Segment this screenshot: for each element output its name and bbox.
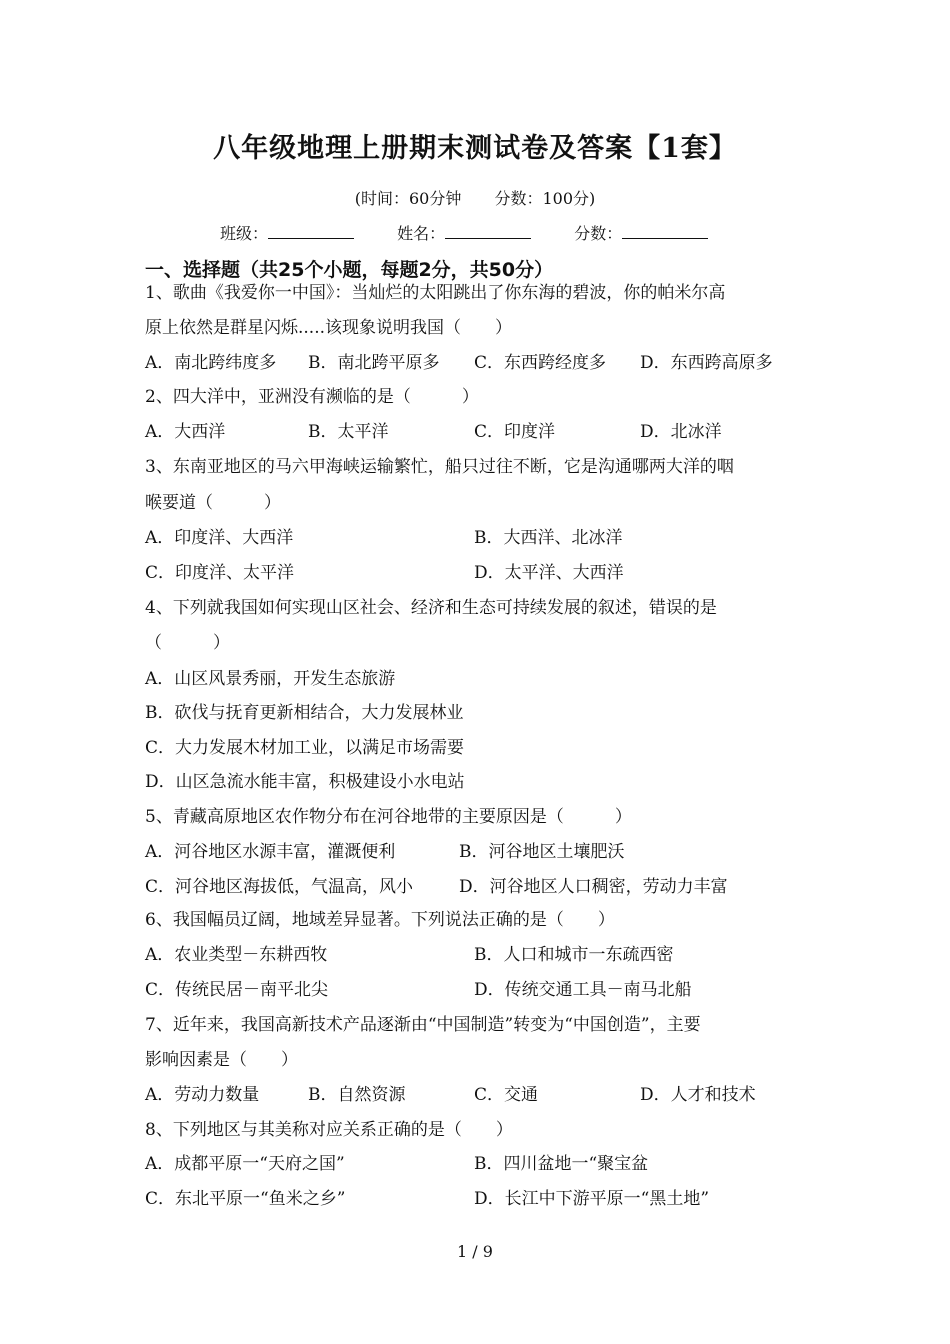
class-label: 班级：	[220, 224, 269, 243]
question-3-line-1: 3、东南亚地区的马六甲海峡运输繁忙，船只过往不断，它是沟通哪两大洋的咽	[145, 457, 734, 477]
question-8-option-c[interactable]: C．东北平原一“鱼米之乡”	[145, 1189, 346, 1209]
question-4-option-a[interactable]: A．山区风景秀丽，开发生态旅游	[145, 669, 396, 689]
question-8-option-b[interactable]: B．四川盆地一“聚宝盆	[474, 1154, 649, 1174]
question-8-option-a[interactable]: A．成都平原一“天府之国”	[145, 1154, 345, 1174]
question-1-option-b[interactable]: B．南北跨平原多	[308, 353, 440, 373]
question-5-option-a[interactable]: A．河谷地区水源丰富，灌溉便利	[145, 842, 396, 862]
question-5-option-b[interactable]: B．河谷地区土壤肥沃	[459, 842, 625, 862]
question-4-option-d[interactable]: D．山区急流水能丰富，积极建设小水电站	[145, 772, 465, 792]
question-6-option-a[interactable]: A．农业类型－东耕西牧	[145, 945, 328, 965]
question-7-option-d[interactable]: D．人才和技术	[640, 1085, 756, 1105]
class-field	[220, 221, 354, 244]
question-3-option-a[interactable]: A．印度洋、大西洋	[145, 528, 294, 548]
question-7-option-c[interactable]: C．交通	[474, 1085, 539, 1105]
page-title: 八年级地理上册期末测试卷及答案【1套】	[213, 133, 737, 164]
question-6-option-c[interactable]: C．传统民居－南平北尖	[145, 980, 329, 1000]
question-5-line-1: 5、青藏高原地区农作物分布在河谷地带的主要原因是（ ）	[145, 807, 632, 827]
question-3-line-2: 喉要道（ ）	[145, 493, 281, 513]
question-6-option-d[interactable]: D．传统交通工具－南马北船	[474, 980, 692, 1000]
exam-time: (时间：60分钟	[354, 189, 462, 208]
student-info-fields	[220, 221, 746, 244]
question-4-option-b[interactable]: B．砍伐与抚育更新相结合，大力发展林业	[145, 703, 464, 723]
score-label: 分数：	[574, 224, 623, 243]
question-7-option-a[interactable]: A．劳动力数量	[145, 1085, 260, 1105]
name-field	[397, 221, 531, 244]
question-3-option-b[interactable]: B．大西洋、北冰洋	[474, 528, 623, 548]
score-field	[574, 221, 708, 244]
question-4-line-1: 4、下列就我国如何实现山区社会、经济和生态可持续发展的叙述，错误的是	[145, 598, 717, 618]
question-1-option-d[interactable]: D．东西跨高原多	[640, 353, 773, 373]
question-8-line-1: 8、下列地区与其美称对应关系正确的是（ ）	[145, 1120, 513, 1140]
question-7-option-b[interactable]: B．自然资源	[308, 1085, 406, 1105]
question-2-line-1: 2、四大洋中，亚洲没有濒临的是（ ）	[145, 387, 479, 407]
question-8-option-d[interactable]: D．长江中下游平原一“黑土地”	[474, 1189, 710, 1209]
question-2-option-a[interactable]: A．大西洋	[145, 422, 226, 442]
section-title: 一、选择题（共25个小题，每题2分，共50分）	[145, 259, 554, 281]
score-blank[interactable]	[622, 224, 708, 239]
class-blank[interactable]	[268, 224, 354, 239]
question-4-line-2: （ ）	[145, 633, 230, 653]
question-5-option-c[interactable]: C．河谷地区海拔低，气温高，风小	[145, 877, 414, 897]
question-1-option-c[interactable]: C．东西跨经度多	[474, 353, 607, 373]
question-4-option-c[interactable]: C．大力发展木材加工业，以满足市场需要	[145, 738, 465, 758]
question-1-line-1: 1、歌曲《我爱你一中国》：当灿烂的太阳跳出了你东海的碧波，你的帕米尔高	[145, 283, 726, 303]
question-2-option-c[interactable]: C．印度洋	[474, 422, 556, 442]
question-3-option-c[interactable]: C．印度洋、太平洋	[145, 563, 295, 583]
question-3-option-d[interactable]: D．太平洋、大西洋	[474, 563, 624, 583]
question-5-option-d[interactable]: D．河谷地区人口稠密，劳动力丰富	[459, 877, 728, 897]
exam-meta	[0, 186, 950, 209]
exam-total-score: 分数：100分)	[494, 189, 596, 208]
question-7-line-1: 7、近年来，我国高新技术产品逐渐由“中国制造”转变为“中国创造”，主要	[145, 1015, 701, 1035]
page-number: 1 / 9	[457, 1242, 493, 1261]
name-blank[interactable]	[445, 224, 531, 239]
question-6-line-1: 6、我国幅员辽阔，地域差异显著。下列说法正确的是（ ）	[145, 910, 615, 930]
question-2-option-d[interactable]: D．北冰洋	[640, 422, 722, 442]
question-7-line-2: 影响因素是（ ）	[145, 1050, 298, 1070]
question-6-option-b[interactable]: B．人口和城市一东疏西密	[474, 945, 674, 965]
name-label: 姓名：	[397, 224, 446, 243]
question-1-line-2: 原上依然是群星闪烁.....该现象说明我国（ ）	[145, 318, 513, 338]
question-2-option-b[interactable]: B．太平洋	[308, 422, 389, 442]
question-1-option-a[interactable]: A．南北跨纬度多	[145, 353, 277, 373]
